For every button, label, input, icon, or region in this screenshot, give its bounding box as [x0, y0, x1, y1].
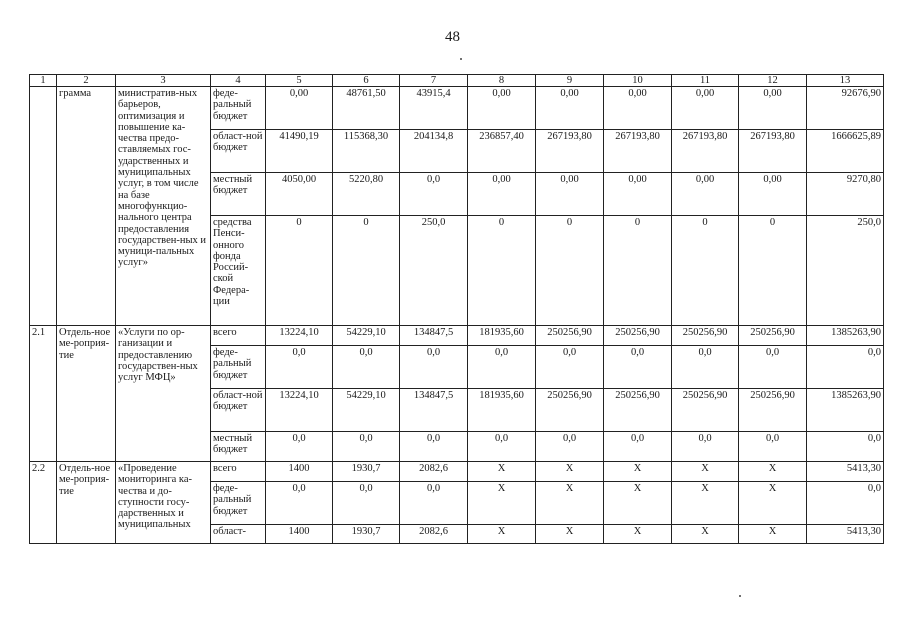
- column-header: 12: [739, 75, 807, 87]
- value-cell: 250256,90: [739, 389, 807, 432]
- value-cell: X: [604, 482, 672, 525]
- value-cell: 0,00: [468, 173, 536, 216]
- value-cell: 1400: [266, 462, 333, 482]
- value-cell: 0,0: [400, 346, 468, 389]
- item-number-cell: 2.2: [30, 462, 57, 544]
- item-name-cell: министратив-ных барьеров, оптимизация и повышение ка-чества предо-ставляемых гос-ударственных и муниципальных услуг, в том числе на базе многофункцио-нального центра предоставления государствен-ных и муници-пальных услуг»: [116, 87, 211, 326]
- value-cell: 267193,80: [536, 130, 604, 173]
- value-cell: 0,0: [266, 432, 333, 462]
- value-cell: X: [739, 482, 807, 525]
- value-cell: 250256,90: [672, 389, 739, 432]
- value-cell: 181935,60: [468, 389, 536, 432]
- value-cell: 0,00: [672, 173, 739, 216]
- funding-source-cell: област-ной бюджет: [211, 389, 266, 432]
- funding-source-cell: всего: [211, 462, 266, 482]
- value-cell: 0,0: [807, 346, 884, 389]
- value-cell: 250256,90: [672, 326, 739, 346]
- scan-speck: [460, 58, 462, 60]
- value-cell: 250256,90: [604, 326, 672, 346]
- value-cell: 2082,6: [400, 462, 468, 482]
- value-cell: 0,00: [266, 87, 333, 130]
- value-cell: 0,0: [333, 482, 400, 525]
- value-cell: 0: [604, 216, 672, 326]
- value-cell: 13224,10: [266, 326, 333, 346]
- item-type-cell: грамма: [57, 87, 116, 326]
- column-header: 9: [536, 75, 604, 87]
- column-header: 11: [672, 75, 739, 87]
- value-cell: 0,0: [672, 432, 739, 462]
- value-cell: 0,0: [266, 482, 333, 525]
- funding-source-cell: феде-ральный бюджет: [211, 346, 266, 389]
- scan-speck: [739, 595, 741, 597]
- value-cell: 41490,19: [266, 130, 333, 173]
- value-cell: 54229,10: [333, 326, 400, 346]
- value-cell: 0,0: [604, 346, 672, 389]
- value-cell: 250256,90: [536, 326, 604, 346]
- funding-source-cell: всего: [211, 326, 266, 346]
- value-cell: X: [739, 525, 807, 544]
- value-cell: 1400: [266, 525, 333, 544]
- funding-source-cell: местный бюджет: [211, 173, 266, 216]
- value-cell: 250256,90: [739, 326, 807, 346]
- value-cell: 0,00: [672, 87, 739, 130]
- value-cell: X: [604, 462, 672, 482]
- value-cell: 0,0: [672, 346, 739, 389]
- value-cell: 92676,90: [807, 87, 884, 130]
- value-cell: 5220,80: [333, 173, 400, 216]
- value-cell: 115368,30: [333, 130, 400, 173]
- value-cell: X: [468, 462, 536, 482]
- table-row: [30, 87, 884, 130]
- value-cell: 0: [468, 216, 536, 326]
- value-cell: 204134,8: [400, 130, 468, 173]
- value-cell: 0: [266, 216, 333, 326]
- value-cell: 250,0: [400, 216, 468, 326]
- column-header: 1: [30, 75, 57, 87]
- column-header: 13: [807, 75, 884, 87]
- value-cell: 0: [739, 216, 807, 326]
- value-cell: 267193,80: [604, 130, 672, 173]
- value-cell: 0,0: [807, 432, 884, 462]
- value-cell: X: [536, 525, 604, 544]
- value-cell: 0,00: [468, 87, 536, 130]
- funding-source-cell: местный бюджет: [211, 432, 266, 462]
- value-cell: 250256,90: [604, 389, 672, 432]
- value-cell: X: [739, 462, 807, 482]
- funding-source-cell: област-ной бюджет: [211, 130, 266, 173]
- value-cell: 0,0: [400, 432, 468, 462]
- value-cell: X: [604, 525, 672, 544]
- value-cell: 0,0: [536, 346, 604, 389]
- column-header: 8: [468, 75, 536, 87]
- value-cell: 0,0: [739, 346, 807, 389]
- value-cell: X: [672, 525, 739, 544]
- item-type-cell: Отдель-ное ме-роприя-тие: [57, 326, 116, 462]
- value-cell: 0,00: [604, 173, 672, 216]
- value-cell: 181935,60: [468, 326, 536, 346]
- funding-source-cell: феде-ральный бюджет: [211, 482, 266, 525]
- column-header: 4: [211, 75, 266, 87]
- column-header: 10: [604, 75, 672, 87]
- value-cell: 250,0: [807, 216, 884, 326]
- value-cell: 0,0: [333, 432, 400, 462]
- funding-source-cell: феде-ральный бюджет: [211, 87, 266, 130]
- value-cell: 267193,80: [672, 130, 739, 173]
- value-cell: X: [672, 482, 739, 525]
- table-row: [30, 462, 884, 482]
- value-cell: X: [536, 482, 604, 525]
- value-cell: 0,0: [400, 173, 468, 216]
- item-type-cell: Отдель-ное ме-роприя-тие: [57, 462, 116, 544]
- value-cell: X: [672, 462, 739, 482]
- value-cell: 48761,50: [333, 87, 400, 130]
- funding-source-cell: област-: [211, 525, 266, 544]
- value-cell: 0,0: [468, 432, 536, 462]
- value-cell: 43915,4: [400, 87, 468, 130]
- header-row: [30, 75, 884, 87]
- value-cell: 0: [672, 216, 739, 326]
- value-cell: 134847,5: [400, 326, 468, 346]
- value-cell: 13224,10: [266, 389, 333, 432]
- value-cell: 1666625,89: [807, 130, 884, 173]
- value-cell: 5413,30: [807, 462, 884, 482]
- value-cell: 236857,40: [468, 130, 536, 173]
- value-cell: 0,00: [536, 87, 604, 130]
- value-cell: 1385263,90: [807, 389, 884, 432]
- item-number-cell: [30, 87, 57, 326]
- value-cell: 0,00: [739, 87, 807, 130]
- item-name-cell: «Проведение мониторинга ка-чества и до-ступности госу-дарственных и муниципальных: [116, 462, 211, 544]
- item-number-cell: 2.1: [30, 326, 57, 462]
- value-cell: 267193,80: [739, 130, 807, 173]
- value-cell: 134847,5: [400, 389, 468, 432]
- page-number: 48: [445, 29, 460, 45]
- value-cell: X: [468, 525, 536, 544]
- value-cell: 9270,80: [807, 173, 884, 216]
- value-cell: 0,0: [468, 346, 536, 389]
- value-cell: 250256,90: [536, 389, 604, 432]
- value-cell: 0,0: [604, 432, 672, 462]
- funding-source-cell: средства Пенси-онного фонда Россий-ской Федера-ции: [211, 216, 266, 326]
- table-row: [30, 326, 884, 346]
- column-header: 2: [57, 75, 116, 87]
- value-cell: 0,0: [266, 346, 333, 389]
- value-cell: X: [468, 482, 536, 525]
- value-cell: 0,0: [333, 346, 400, 389]
- value-cell: 0: [536, 216, 604, 326]
- value-cell: 0: [333, 216, 400, 326]
- column-header: 6: [333, 75, 400, 87]
- value-cell: 0,00: [739, 173, 807, 216]
- value-cell: 1385263,90: [807, 326, 884, 346]
- value-cell: 1930,7: [333, 525, 400, 544]
- value-cell: 0,00: [536, 173, 604, 216]
- value-cell: 4050,00: [266, 173, 333, 216]
- column-header: 3: [116, 75, 211, 87]
- value-cell: 54229,10: [333, 389, 400, 432]
- budget-table: [29, 74, 884, 544]
- value-cell: 0,0: [807, 482, 884, 525]
- column-header: 5: [266, 75, 333, 87]
- value-cell: 0,0: [400, 482, 468, 525]
- value-cell: 2082,6: [400, 525, 468, 544]
- value-cell: 0,00: [604, 87, 672, 130]
- value-cell: 0,0: [536, 432, 604, 462]
- value-cell: X: [536, 462, 604, 482]
- value-cell: 5413,30: [807, 525, 884, 544]
- value-cell: 1930,7: [333, 462, 400, 482]
- value-cell: 0,0: [739, 432, 807, 462]
- item-name-cell: «Услуги по ор-ганизации и предоставлению государствен-ных услуг МФЦ»: [116, 326, 211, 462]
- column-header: 7: [400, 75, 468, 87]
